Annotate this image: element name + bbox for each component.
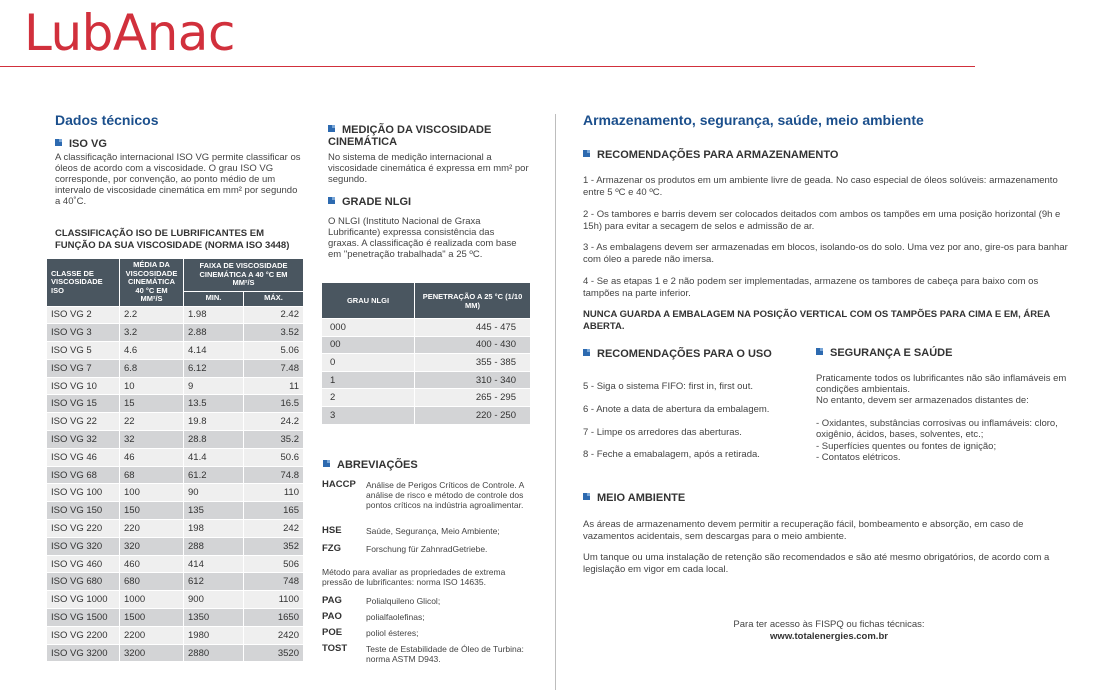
nlgi-table (321, 282, 531, 425)
meio-ambiente-heading-label: MEIO AMBIENTE (597, 492, 686, 504)
cell-min: 19.8 (184, 413, 244, 431)
cell-media: 2200 (120, 626, 184, 644)
nlgi-heading (328, 196, 411, 208)
arm-item: 3 - As embalagens devem ser armazenadas em blocos, isolando-os do solo. Uma vez por ano, gire-os para banhar com óleo a parede não imersa. (583, 242, 1068, 265)
cell-min: 13.5 (184, 395, 244, 413)
cell-min: 1350 (184, 609, 244, 627)
abbreviation-value: Análise de Perigos Críticos de Controle. A análise de risco e método de controle dos pontos críticos na indústria agroalimentar. (366, 480, 524, 510)
cell-grau: 00 (322, 336, 415, 354)
abbreviation-key: POE (322, 627, 343, 638)
arm-item: 2 - Os tambores e barris devem ser colocados deitados com ambos os tampões em uma posição horizontal (9h e 15h) para evitar a secagem de selos e admissão de ar. (583, 209, 1061, 232)
table-row (47, 377, 304, 395)
cell-media: 2.2 (120, 306, 184, 324)
cell-media: 22 (120, 413, 184, 431)
abbreviation-key: FZG (322, 543, 341, 554)
cell-max: 1100 (243, 591, 303, 609)
table-row (47, 359, 304, 377)
cell-media: 1000 (120, 591, 184, 609)
cell-max: 506 (243, 555, 303, 573)
table-row (47, 591, 304, 609)
seguranca-heading-label: SEGURANÇA E SAÚDE (830, 347, 953, 359)
cell-classe: ISO VG 320 (47, 537, 120, 555)
col-media: MÉDIA DA VISCOSIDADE CINEMÁTICA 40 °C EM MM²/S (120, 259, 184, 307)
cell-classe: ISO VG 460 (47, 555, 120, 573)
col-penetracao: PENETRAÇÃO A 25 °C (1/10 MM) (415, 283, 531, 319)
col-min: MIN. (184, 291, 244, 306)
cell-min: 61.2 (184, 466, 244, 484)
bullet-square-icon (328, 125, 335, 132)
cell-min: 135 (184, 502, 244, 520)
abreviacoes-heading-label: ABREVIAÇÕES (337, 459, 418, 471)
uso-item: 8 - Feche a emabalagem, após a retirada. (583, 449, 760, 460)
seguranca-list-item: - Contatos elétricos. (816, 452, 901, 463)
uso-item: 6 - Anote a data de abertura da embalagem. (583, 404, 770, 415)
cell-grau: 0 (322, 354, 415, 372)
cell-max: 748 (243, 573, 303, 591)
medicao-heading (328, 124, 528, 148)
section-title-armazenamento: Armazenamento, segurança, saúde, meio ambiente (583, 112, 924, 128)
cell-max: 3.52 (243, 324, 303, 342)
nlgi-description: O NLGI (Instituto Nacional de Graxa Lubrificante) expressa consistência das graxas. A classificação é realizada com base em "penetração trabalhada" a 25 ºC. (328, 216, 517, 260)
cell-max: 165 (243, 502, 303, 520)
iso-vg-description: A classificação internacional ISO VG permite classificar os óleos de acordo com a viscosidade. O grau ISO VG corresponde, por convenção, ao ponto médio de um intervalo de viscosidade cinemática em mm² por segundo a 40˚C. (55, 152, 301, 207)
cell-min: 41.4 (184, 448, 244, 466)
cell-classe: ISO VG 150 (47, 502, 120, 520)
cell-max: 24.2 (243, 413, 303, 431)
cell-max: 352 (243, 537, 303, 555)
section-title-dados-tecnicos: Dados técnicos (55, 112, 159, 128)
cell-media: 220 (120, 520, 184, 538)
cell-classe: ISO VG 2 (47, 306, 120, 324)
cell-media: 150 (120, 502, 184, 520)
iso-vg-heading (55, 138, 107, 150)
header-rule (0, 66, 975, 67)
bullet-square-icon (583, 150, 590, 157)
abbreviation-value: Polialquileno Glicol; (366, 596, 441, 606)
iso-viscosity-table (46, 258, 304, 662)
cell-classe: ISO VG 46 (47, 448, 120, 466)
abreviacoes-heading (323, 459, 418, 471)
cell-max: 16.5 (243, 395, 303, 413)
cell-min: 900 (184, 591, 244, 609)
abbreviation-value: Forschung für ZahnradGetriebe. (366, 544, 488, 554)
table-row (47, 466, 304, 484)
armazenamento-heading (583, 149, 838, 161)
cell-min: 9 (184, 377, 244, 395)
cell-min: 1980 (184, 626, 244, 644)
nlgi-heading-label: GRADE NLGI (342, 196, 412, 208)
cell-media: 320 (120, 537, 184, 555)
abbreviations-list (322, 480, 537, 680)
cell-media: 680 (120, 573, 184, 591)
cell-media: 10 (120, 377, 184, 395)
cell-max: 50.6 (243, 448, 303, 466)
abbreviation-key: HSE (322, 525, 342, 536)
cell-grau: 3 (322, 406, 415, 424)
abbreviation-key: PAO (322, 611, 342, 622)
bullet-square-icon (328, 197, 335, 204)
col-grau-nlgi: GRAU NLGI (322, 283, 415, 319)
abbreviation-value: Teste de Estabilidade de Óleo de Turbina: norma ASTM D943. (366, 644, 524, 664)
bullet-square-icon (583, 493, 590, 500)
table-row (47, 395, 304, 413)
cell-penetracao: 310 - 340 (415, 371, 531, 389)
table-row (47, 502, 304, 520)
cell-grau: 2 (322, 389, 415, 407)
cell-min: 28.8 (184, 431, 244, 449)
table-row (47, 431, 304, 449)
col-max: MÁX. (243, 291, 303, 306)
uso-heading-label: RECOMENDAÇÕES PARA O USO (597, 348, 772, 360)
medicao-description: No sistema de medição internacional a viscosidade cinemática é expressa em mm² por segundo. (328, 152, 529, 185)
cell-media: 3.2 (120, 324, 184, 342)
table-row (47, 537, 304, 555)
bullet-square-icon (55, 139, 62, 146)
cell-media: 1500 (120, 609, 184, 627)
uso-item: 5 - Siga o sistema FIFO: first in, first out. (583, 381, 753, 392)
table-row (322, 319, 531, 337)
table-row (47, 484, 304, 502)
seguranca-list-item: - Oxidantes, substâncias corrosivas ou inflamáveis: cloro, oxigênio, ácidos, bases, solventes, etc.; (816, 418, 1058, 440)
column-divider (555, 114, 556, 690)
col-faixa: FAIXA DE VISCOSIDADE CINEMÁTICA A 40 °C EM MM²/S (184, 259, 304, 292)
cell-max: 3520 (243, 644, 303, 662)
cell-classe: ISO VG 3 (47, 324, 120, 342)
cell-penetracao: 265 - 295 (415, 389, 531, 407)
abbreviation-key: TOST (322, 643, 348, 654)
cell-min: 288 (184, 537, 244, 555)
cell-media: 3200 (120, 644, 184, 662)
cell-classe: ISO VG 220 (47, 520, 120, 538)
cell-min: 198 (184, 520, 244, 538)
cell-classe: ISO VG 3200 (47, 644, 120, 662)
arm-item: 4 - Se as etapas 1 e 2 não podem ser implementadas, armazene os tambores de cabeça para baixo com os tampões na parte inferior. (583, 276, 1039, 299)
cell-classe: ISO VG 5 (47, 342, 120, 360)
cell-media: 6.8 (120, 359, 184, 377)
table-row (322, 406, 531, 424)
abbreviation-value: polialfaolefinas; (366, 612, 425, 622)
medicao-heading-label: MEDIÇÃO DA VISCOSIDADE CINEMÁTICA (328, 124, 492, 148)
cell-max: 242 (243, 520, 303, 538)
iso-vg-heading-label: ISO VG (69, 138, 107, 150)
cell-classe: ISO VG 2200 (47, 626, 120, 644)
bullet-square-icon (816, 348, 823, 355)
bullet-square-icon (323, 460, 330, 467)
cell-classe: ISO VG 10 (47, 377, 120, 395)
cell-media: 460 (120, 555, 184, 573)
col-classe: CLASSE DE VISCOSIDADE ISO (47, 259, 120, 307)
table-row (322, 336, 531, 354)
cell-penetracao: 400 - 430 (415, 336, 531, 354)
cell-max: 2420 (243, 626, 303, 644)
uso-item: 7 - Limpe os arredores das aberturas. (583, 427, 742, 438)
cell-classe: ISO VG 680 (47, 573, 120, 591)
cell-classe: ISO VG 32 (47, 431, 120, 449)
cell-min: 2.88 (184, 324, 244, 342)
cell-media: 100 (120, 484, 184, 502)
cell-min: 612 (184, 573, 244, 591)
cell-min: 90 (184, 484, 244, 502)
table-row (322, 371, 531, 389)
cell-penetracao: 220 - 250 (415, 406, 531, 424)
cell-media: 32 (120, 431, 184, 449)
table-row (47, 413, 304, 431)
table-row (47, 448, 304, 466)
cell-grau: 1 (322, 371, 415, 389)
cell-classe: ISO VG 1500 (47, 609, 120, 627)
cell-classe: ISO VG 7 (47, 359, 120, 377)
table-row (322, 389, 531, 407)
table-row (322, 354, 531, 372)
iso-table-title: CLASSIFICAÇÃO ISO DE LUBRIFICANTES EM FUNÇÃO DA SUA VISCOSIDADE (NORMA ISO 3448) (55, 228, 290, 251)
abbreviation-key: PAG (322, 595, 342, 606)
cell-penetracao: 445 - 475 (415, 319, 531, 337)
cell-max: 2.42 (243, 306, 303, 324)
table-row (47, 520, 304, 538)
cell-max: 11 (243, 377, 303, 395)
arm-item: 1 - Armazenar os produtos em um ambiente livre de geada. No caso especial de óleos solúveis: armazenamento entre 5 ºC e 40 ºC. (583, 175, 1058, 198)
cell-max: 5.06 (243, 342, 303, 360)
cell-max: 110 (243, 484, 303, 502)
table-row (47, 555, 304, 573)
cell-media: 4.6 (120, 342, 184, 360)
table-row (47, 573, 304, 591)
seguranca-list-item: - Superfícies quentes ou fontes de ignição; (816, 441, 997, 452)
uso-heading (583, 348, 772, 360)
meio-ambiente-heading (583, 492, 685, 504)
cell-penetracao: 355 - 385 (415, 354, 531, 372)
abbreviation-value: Método para avaliar as propriedades de extrema pressão de lubrificantes: norma ISO 14635. (322, 567, 506, 587)
meio-ambiente-text: Um tanque ou uma instalação de retenção são recomendados e são até mesmo obrigatórios, de acordo com a legislação em vigor em cada local. (583, 552, 1050, 575)
cell-media: 15 (120, 395, 184, 413)
cell-classe: ISO VG 1000 (47, 591, 120, 609)
footer-website-link[interactable]: www.totalenergies.com.br (770, 631, 888, 642)
armazenamento-heading-label: RECOMENDAÇÕES PARA ARMAZENAMENTO (597, 149, 839, 161)
cell-classe: ISO VG 15 (47, 395, 120, 413)
cell-media: 68 (120, 466, 184, 484)
cell-min: 414 (184, 555, 244, 573)
table-row (47, 342, 304, 360)
table-row (47, 306, 304, 324)
abbreviation-value: Saúde, Segurança, Meio Ambiente; (366, 526, 500, 536)
cell-classe: ISO VG 100 (47, 484, 120, 502)
cell-classe: ISO VG 68 (47, 466, 120, 484)
cell-max: 7.48 (243, 359, 303, 377)
abbreviation-key: HACCP (322, 479, 356, 490)
cell-max: 1650 (243, 609, 303, 627)
footer-note: Para ter acesso às FISPQ ou fichas técnicas: (733, 619, 925, 630)
cell-max: 74.8 (243, 466, 303, 484)
cell-max: 35.2 (243, 431, 303, 449)
cell-grau: 000 (322, 319, 415, 337)
table-row (47, 324, 304, 342)
cell-media: 46 (120, 448, 184, 466)
seguranca-text: No entanto, devem ser armazenados distantes de: (816, 395, 1029, 406)
cell-min: 4.14 (184, 342, 244, 360)
table-row (47, 626, 304, 644)
bullet-square-icon (583, 349, 590, 356)
table-row (47, 609, 304, 627)
cell-min: 6.12 (184, 359, 244, 377)
cell-classe: ISO VG 22 (47, 413, 120, 431)
table-row (47, 644, 304, 662)
brand-logo: LubAnac (24, 4, 235, 62)
cell-min: 1.98 (184, 306, 244, 324)
meio-ambiente-text: As áreas de armazenamento devem permitir a recuperação fácil, bombeamento e absorção, em caso de vazamentos acidentais, sem descargas para o meio ambiente. (583, 519, 1024, 542)
abbreviation-value: poliol ésteres; (366, 628, 419, 638)
arm-warning: NUNCA GUARDA A EMBALAGEM NA POSIÇÃO VERTICAL COM OS TAMPÕES PARA CIMA E EM, ÁREA ABERTA. (583, 309, 1050, 332)
seguranca-text: Praticamente todos os lubrificantes não são inflamáveis em condições ambientais. (816, 373, 1067, 395)
cell-min: 2880 (184, 644, 244, 662)
seguranca-heading (816, 347, 952, 359)
